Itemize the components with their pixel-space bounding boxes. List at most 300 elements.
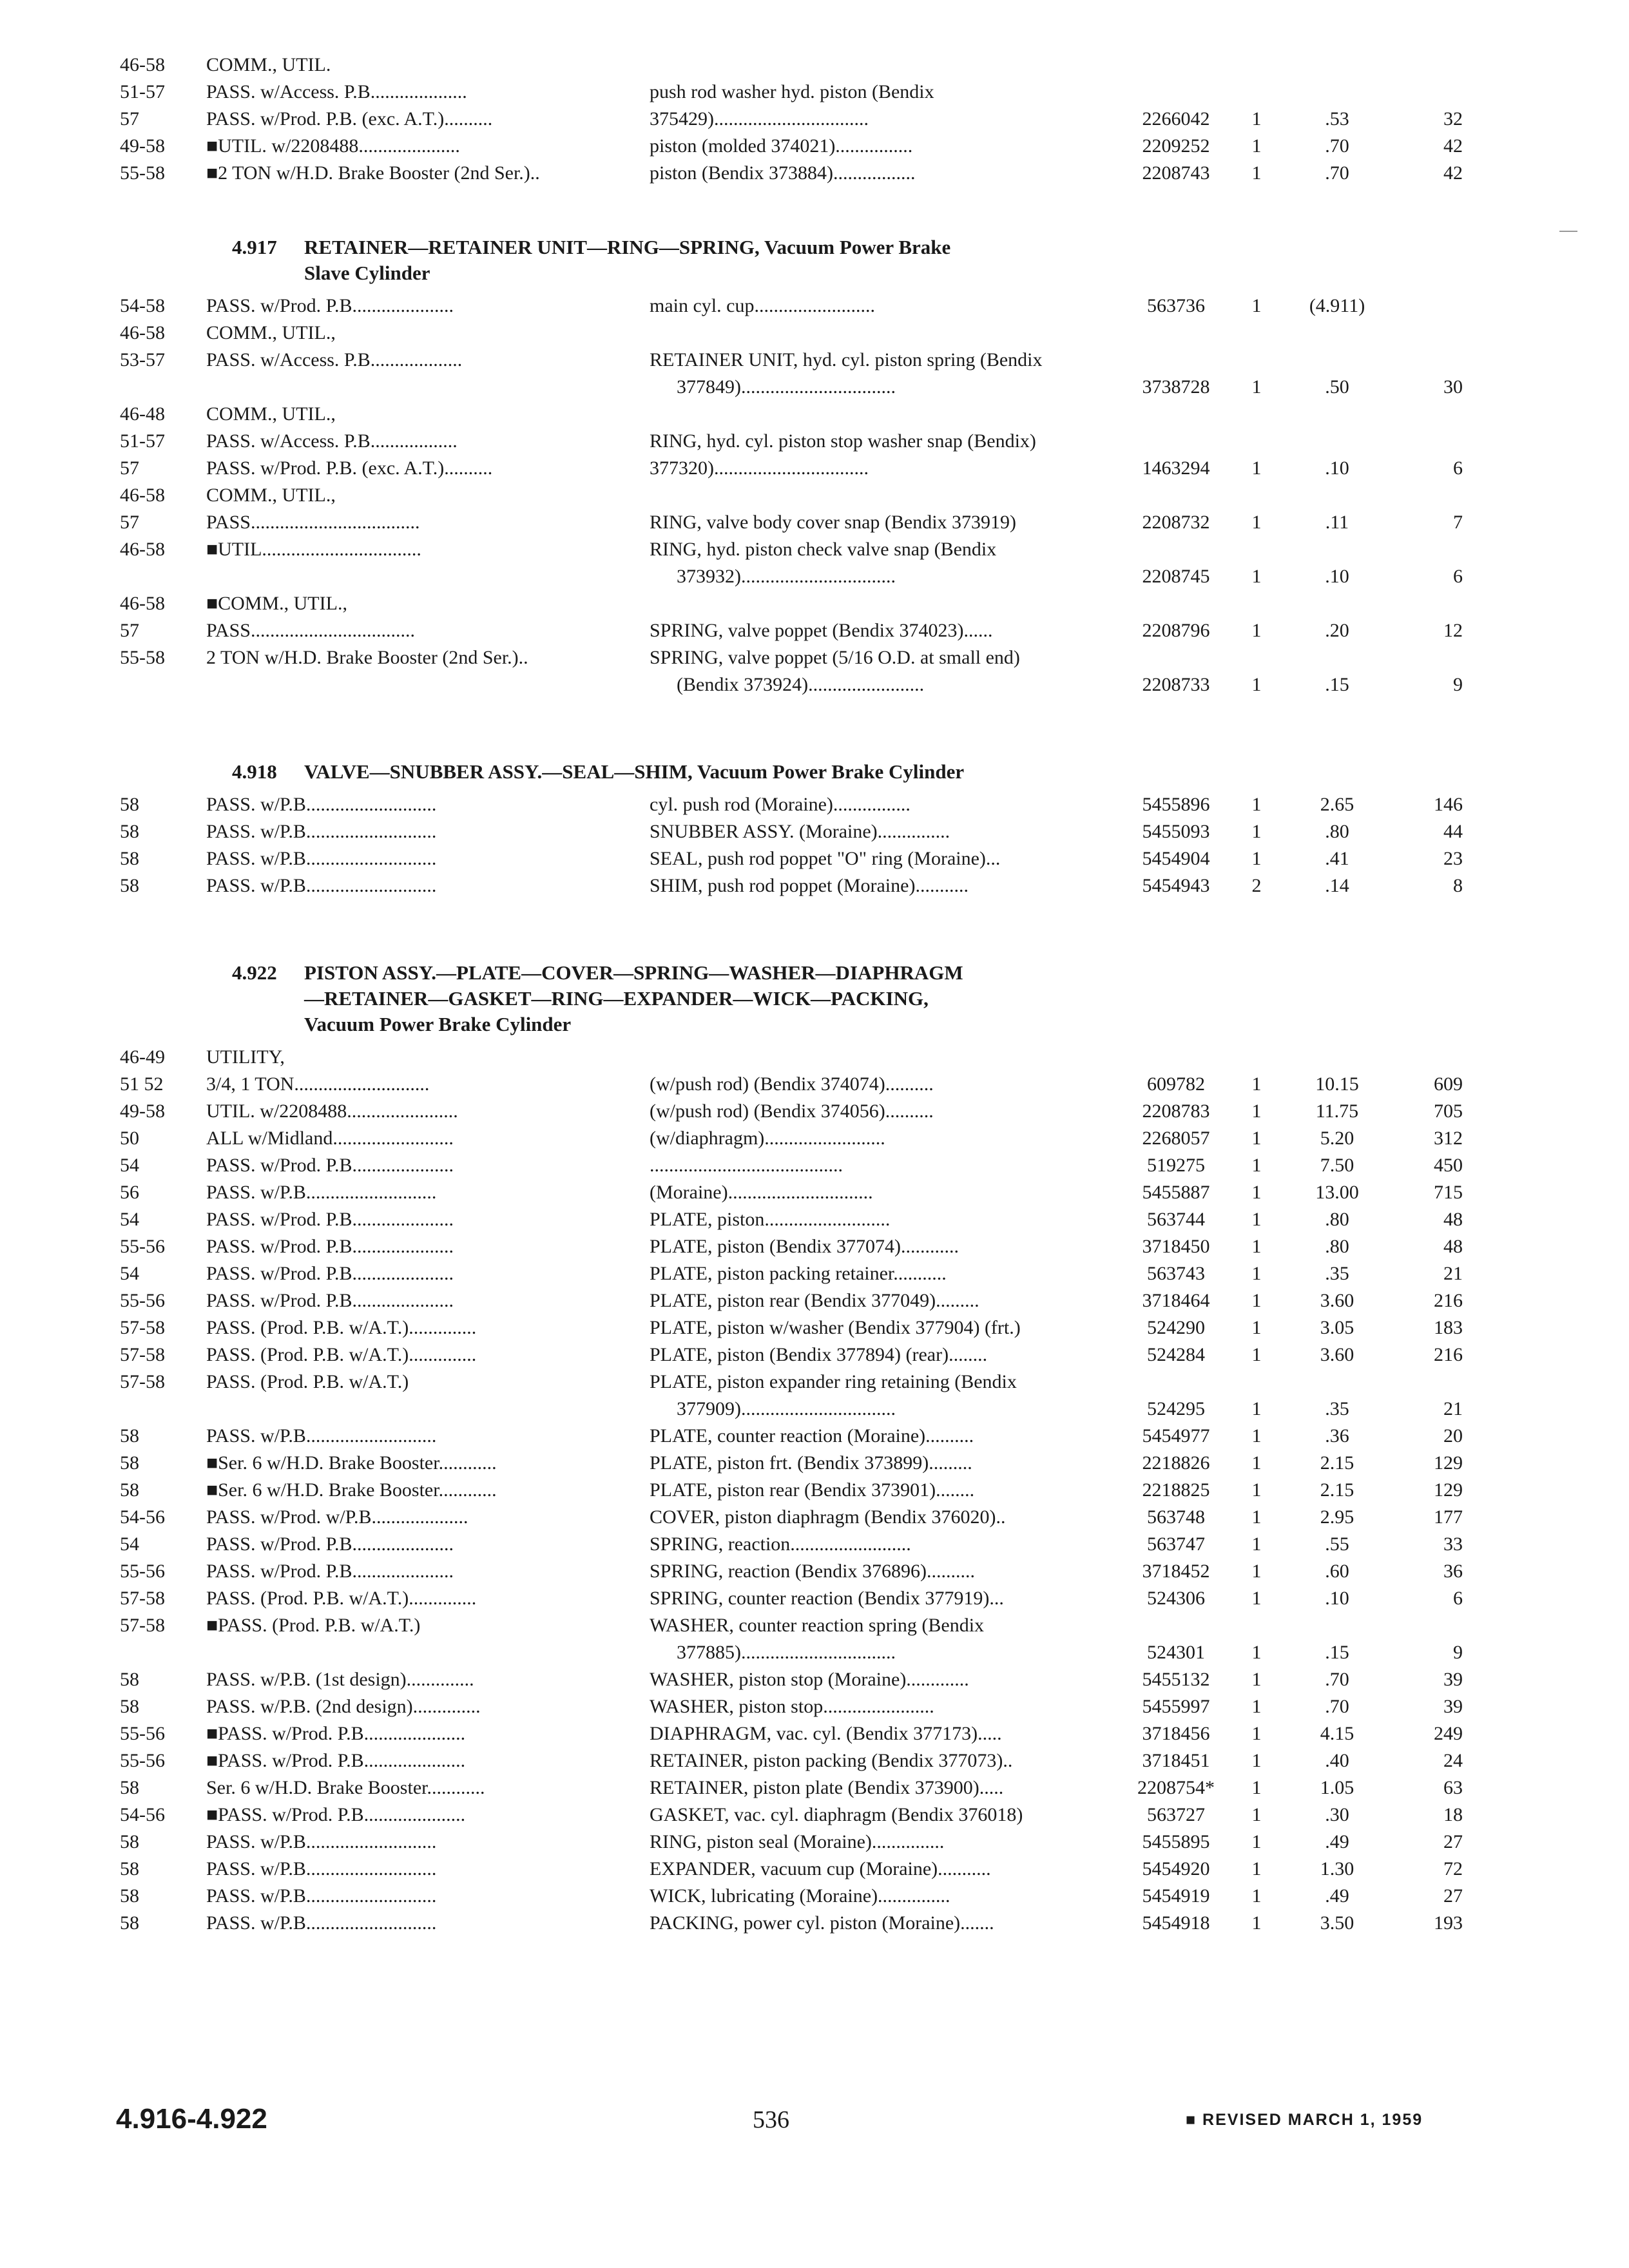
year-range: 54-58 xyxy=(120,295,165,316)
part-description xyxy=(650,872,1126,899)
table-row xyxy=(0,482,1629,509)
part-description xyxy=(650,1098,1126,1125)
quantity: 1 xyxy=(1251,1425,1262,1446)
year-range: 54 xyxy=(120,1263,139,1284)
application: COMM., UTIL., xyxy=(206,485,336,506)
application: PASS. w/Prod. P.B..................... xyxy=(206,1290,454,1311)
part-description xyxy=(650,1260,1126,1287)
year-range: 50 xyxy=(120,1128,139,1149)
section-title-line: —RETAINER—GASKET—RING—EXPANDER—WICK—PACKING, xyxy=(304,987,929,1010)
table-row xyxy=(0,1531,1629,1558)
application: PASS. w/P.B........................... xyxy=(206,848,437,869)
description-line-2: 377885)................................ xyxy=(677,1642,896,1663)
part-number: 3718464 xyxy=(1142,1290,1210,1311)
part-number: 563744 xyxy=(1147,1209,1205,1230)
application: PASS. w/P.B........................... xyxy=(206,1912,437,1934)
year-range: 58 xyxy=(120,821,139,842)
year-range: 58 xyxy=(120,1669,139,1690)
application: PASS. w/P.B........................... xyxy=(206,1182,437,1203)
description-line: RETAINER UNIT, hyd. cyl. piston spring (Bendix xyxy=(650,349,1043,370)
table-row xyxy=(0,1612,1629,1666)
table-row xyxy=(0,1233,1629,1260)
year-range: 51 52 xyxy=(120,1073,164,1095)
quantity: 1 xyxy=(1251,1804,1262,1825)
description-line: PLATE, piston rear (Bendix 377049)......... xyxy=(650,1290,979,1311)
part-description xyxy=(650,1802,1126,1829)
part-number: 2218826 xyxy=(1142,1452,1210,1474)
table-row xyxy=(0,347,1629,401)
table-row xyxy=(0,1260,1629,1287)
part-number: 524284 xyxy=(1147,1344,1205,1365)
part-number: 2266042 xyxy=(1142,108,1210,130)
part-number: 2208732 xyxy=(1142,512,1210,533)
list-price: 13.00 xyxy=(1315,1182,1359,1203)
year-range: 54 xyxy=(120,1155,139,1176)
table-row xyxy=(0,1341,1629,1369)
part-description xyxy=(650,1477,1126,1504)
list-price: .70 xyxy=(1325,1696,1349,1717)
net-price: 72 xyxy=(1443,1858,1463,1879)
application: PASS. w/Access. P.B................... xyxy=(206,349,463,370)
part-number: 3738728 xyxy=(1142,376,1210,398)
year-range: 46-58 xyxy=(120,593,165,614)
table-row xyxy=(0,1044,1629,1071)
application: UTILITY, xyxy=(206,1046,285,1068)
application: PASS. w/Prod. P.B..................... xyxy=(206,1263,454,1284)
table-row xyxy=(0,1098,1629,1125)
list-price: .20 xyxy=(1325,620,1349,641)
part-description xyxy=(650,1720,1126,1747)
list-price: .10 xyxy=(1325,457,1349,479)
net-price: 24 xyxy=(1443,1750,1463,1771)
year-range: 57-58 xyxy=(120,1317,165,1338)
list-price: .14 xyxy=(1325,875,1349,896)
quantity: 1 xyxy=(1251,1263,1262,1284)
revision-note: ■ REVISED MARCH 1, 1959 xyxy=(1186,2111,1423,2129)
section-number: 4.922 xyxy=(232,961,277,984)
net-price: 177 xyxy=(1434,1506,1463,1528)
table-row xyxy=(0,1504,1629,1531)
part-description xyxy=(650,1341,1126,1369)
part-number: 524301 xyxy=(1147,1642,1205,1663)
year-range: 55-56 xyxy=(120,1750,165,1771)
part-number: 563736 xyxy=(1147,295,1205,316)
application: PASS. w/Prod. P.B. (exc. A.T.).......... xyxy=(206,108,493,130)
list-price: 2.15 xyxy=(1320,1452,1354,1474)
year-range: 55-56 xyxy=(120,1561,165,1582)
net-price: 12 xyxy=(1443,620,1463,641)
application: PASS. w/Prod. P.B..................... xyxy=(206,1533,454,1555)
year-range: 58 xyxy=(120,1885,139,1907)
table-row xyxy=(0,1287,1629,1314)
part-description xyxy=(650,818,1126,845)
quantity: 1 xyxy=(1251,108,1262,130)
list-price: 5.20 xyxy=(1320,1128,1354,1149)
part-description xyxy=(650,1071,1126,1098)
net-price: 44 xyxy=(1443,821,1463,842)
net-price: 42 xyxy=(1443,135,1463,157)
section-number: 4.918 xyxy=(232,760,277,783)
net-price: 6 xyxy=(1453,1588,1463,1609)
year-range: 46-58 xyxy=(120,322,165,343)
quantity: 1 xyxy=(1251,620,1262,641)
part-description xyxy=(650,1179,1126,1206)
net-price: 33 xyxy=(1443,1533,1463,1555)
quantity: 1 xyxy=(1251,1317,1262,1338)
description-line: SEAL, push rod poppet "O" ring (Moraine)... xyxy=(650,848,1001,869)
year-range: 46-48 xyxy=(120,403,165,425)
part-description xyxy=(650,1666,1126,1693)
part-description xyxy=(650,1450,1126,1477)
table-row xyxy=(0,872,1629,899)
table-row xyxy=(0,1450,1629,1477)
list-price: 4.15 xyxy=(1320,1723,1354,1744)
year-range: 57 xyxy=(120,620,139,641)
quantity: 1 xyxy=(1251,1128,1262,1149)
table-row xyxy=(0,1585,1629,1612)
list-price: .15 xyxy=(1325,1642,1349,1663)
list-price: (4.911) xyxy=(1309,295,1365,316)
net-price: 32 xyxy=(1443,108,1463,130)
quantity: 1 xyxy=(1251,1561,1262,1582)
part-number: 2218825 xyxy=(1142,1479,1210,1501)
part-number: 2208796 xyxy=(1142,620,1210,641)
net-price: 63 xyxy=(1443,1777,1463,1798)
table-row xyxy=(0,791,1629,818)
net-price: 216 xyxy=(1434,1344,1463,1365)
net-price: 8 xyxy=(1453,875,1463,896)
part-description xyxy=(650,133,1126,160)
application: PASS. w/P.B. (2nd design).............. xyxy=(206,1696,481,1717)
part-number: 609782 xyxy=(1147,1073,1205,1095)
part-description xyxy=(650,1612,1126,1666)
description-line: PLATE, piston frt. (Bendix 373899)......... xyxy=(650,1452,972,1474)
description-line: ........................................ xyxy=(650,1155,843,1176)
list-price: 2.95 xyxy=(1320,1506,1354,1528)
description-line: SPRING, reaction (Bendix 376896).......... xyxy=(650,1561,975,1582)
description-line: SNUBBER ASSY. (Moraine)............... xyxy=(650,821,950,842)
list-price: .80 xyxy=(1325,821,1349,842)
description-line: (w/push rod) (Bendix 374056).......... xyxy=(650,1100,934,1122)
list-price: 7.50 xyxy=(1320,1155,1354,1176)
application: PASS. (Prod. P.B. w/A.T.) xyxy=(206,1371,409,1392)
application: ■PASS. w/Prod. P.B..................... xyxy=(206,1750,466,1771)
quantity: 1 xyxy=(1251,135,1262,157)
quantity: 1 xyxy=(1251,1506,1262,1528)
list-price: .80 xyxy=(1325,1236,1349,1257)
quantity: 1 xyxy=(1251,1209,1262,1230)
part-description xyxy=(650,1423,1126,1450)
year-range: 58 xyxy=(120,848,139,869)
list-price: .70 xyxy=(1325,135,1349,157)
table-row xyxy=(0,1558,1629,1585)
part-description xyxy=(650,1693,1126,1720)
part-description xyxy=(650,1856,1126,1883)
description-line: 375429)................................ xyxy=(650,108,869,130)
quantity: 1 xyxy=(1251,1885,1262,1907)
part-number: 524306 xyxy=(1147,1588,1205,1609)
part-number: 3718452 xyxy=(1142,1561,1210,1582)
year-range: 57-58 xyxy=(120,1615,165,1636)
quantity: 1 xyxy=(1251,1073,1262,1095)
description-line: piston (molded 374021)................ xyxy=(650,135,913,157)
year-range: 58 xyxy=(120,1696,139,1717)
section-title-line: Vacuum Power Brake Cylinder xyxy=(304,1013,572,1035)
part-description xyxy=(650,79,1126,106)
section-title-line: PISTON ASSY.—PLATE—COVER—SPRING—WASHER—DIAPHRAGM xyxy=(304,961,963,984)
part-number: 524295 xyxy=(1147,1398,1205,1419)
part-description xyxy=(650,1774,1126,1802)
application: PASS. w/Prod. P.B..................... xyxy=(206,295,454,316)
year-range: 58 xyxy=(120,1479,139,1501)
year-range: 53-57 xyxy=(120,349,165,370)
application: PASS................................... xyxy=(206,512,420,533)
part-number: 563747 xyxy=(1147,1533,1205,1555)
description-line-2: 377849)................................ xyxy=(677,376,896,398)
list-price: .30 xyxy=(1325,1804,1349,1825)
margin-mark xyxy=(1559,231,1577,232)
quantity: 1 xyxy=(1251,1100,1262,1122)
part-number: 524290 xyxy=(1147,1317,1205,1338)
quantity: 1 xyxy=(1251,1452,1262,1474)
application: ■Ser. 6 w/H.D. Brake Booster............ xyxy=(206,1452,497,1474)
part-description xyxy=(650,1883,1126,1910)
quantity: 1 xyxy=(1251,1669,1262,1690)
net-price: 715 xyxy=(1434,1182,1463,1203)
list-price: .55 xyxy=(1325,1533,1349,1555)
quantity: 1 xyxy=(1251,566,1262,587)
net-price: 18 xyxy=(1443,1804,1463,1825)
part-number: 2208745 xyxy=(1142,566,1210,587)
application: PASS. w/P.B........................... xyxy=(206,1885,437,1907)
part-description xyxy=(650,106,1126,133)
application: PASS. (Prod. P.B. w/A.T.).............. xyxy=(206,1317,477,1338)
quantity: 1 xyxy=(1251,1831,1262,1852)
net-price: 193 xyxy=(1434,1912,1463,1934)
table-row xyxy=(0,509,1629,536)
application: ■UTIL................................. xyxy=(206,539,421,560)
description-line: EXPANDER, vacuum cup (Moraine)........... xyxy=(650,1858,991,1879)
list-price: .36 xyxy=(1325,1425,1349,1446)
quantity: 1 xyxy=(1251,295,1262,316)
year-range: 58 xyxy=(120,1912,139,1934)
part-description xyxy=(650,617,1126,644)
net-price: 129 xyxy=(1434,1452,1463,1474)
page-number: 536 xyxy=(753,2106,789,2133)
description-line: RETAINER, piston plate (Bendix 373900)..... xyxy=(650,1777,1004,1798)
part-number: 2208783 xyxy=(1142,1100,1210,1122)
net-price: 146 xyxy=(1434,794,1463,815)
part-description xyxy=(650,1910,1126,1937)
year-range: 46-58 xyxy=(120,54,165,75)
application: PASS.................................. xyxy=(206,620,415,641)
application: 3/4, 1 TON............................ xyxy=(206,1073,430,1095)
year-range: 58 xyxy=(120,1425,139,1446)
description-line: WICK, lubricating (Moraine)............... xyxy=(650,1885,950,1907)
application: PASS. w/Access. P.B.................. xyxy=(206,430,458,452)
quantity: 1 xyxy=(1251,1777,1262,1798)
table-row xyxy=(0,52,1629,79)
list-price: .70 xyxy=(1325,162,1349,184)
application: PASS. (Prod. P.B. w/A.T.).............. xyxy=(206,1588,477,1609)
description-line: SPRING, reaction......................... xyxy=(650,1533,911,1555)
list-price: 11.75 xyxy=(1315,1100,1359,1122)
table-row xyxy=(0,1720,1629,1747)
part-description xyxy=(650,845,1126,872)
part-description xyxy=(650,293,1126,320)
part-description xyxy=(650,428,1126,455)
list-price: .41 xyxy=(1325,848,1349,869)
net-price: 9 xyxy=(1453,674,1463,695)
part-number: 2268057 xyxy=(1142,1128,1210,1149)
quantity: 1 xyxy=(1251,1344,1262,1365)
section-title-line: Slave Cylinder xyxy=(304,262,430,284)
part-description xyxy=(650,1287,1126,1314)
table-row xyxy=(0,644,1629,698)
part-number: 3718456 xyxy=(1142,1723,1210,1744)
part-number: 5455997 xyxy=(1142,1696,1210,1717)
description-line: SPRING, valve poppet (5/16 O.D. at small end) xyxy=(650,647,1020,668)
application: Ser. 6 w/H.D. Brake Booster............ xyxy=(206,1777,485,1798)
year-range: 56 xyxy=(120,1182,139,1203)
description-line: PLATE, piston w/washer (Bendix 377904) (frt.) xyxy=(650,1317,1021,1338)
net-price: 48 xyxy=(1443,1236,1463,1257)
net-price: 27 xyxy=(1443,1885,1463,1907)
table-row xyxy=(0,1829,1629,1856)
description-line: (w/diaphragm)......................... xyxy=(650,1128,885,1149)
year-range: 49-58 xyxy=(120,135,165,157)
part-number: 5454919 xyxy=(1142,1885,1210,1907)
application: 2 TON w/H.D. Brake Booster (2nd Ser.).. xyxy=(206,647,528,668)
application: COMM., UTIL., xyxy=(206,322,336,343)
part-number: 3718450 xyxy=(1142,1236,1210,1257)
list-price: .35 xyxy=(1325,1263,1349,1284)
description-line: piston (Bendix 373884)................. xyxy=(650,162,916,184)
table-row xyxy=(0,617,1629,644)
description-line: PLATE, counter reaction (Moraine).......... xyxy=(650,1425,974,1446)
net-price: 21 xyxy=(1443,1263,1463,1284)
description-line: WASHER, piston stop....................... xyxy=(650,1696,934,1717)
description-line: PLATE, piston expander ring retaining (Bendix xyxy=(650,1371,1017,1392)
list-price: .35 xyxy=(1325,1398,1349,1419)
description-line: 377320)................................ xyxy=(650,457,869,479)
year-range: 51-57 xyxy=(120,81,165,102)
net-price: 249 xyxy=(1434,1723,1463,1744)
part-number: 2208733 xyxy=(1142,674,1210,695)
net-price: 7 xyxy=(1453,512,1463,533)
application: PASS. w/P.B. (1st design).............. xyxy=(206,1669,474,1690)
description-line: (Moraine).............................. xyxy=(650,1182,873,1203)
quantity: 1 xyxy=(1251,1182,1262,1203)
application: ■PASS. w/Prod. P.B..................... xyxy=(206,1723,466,1744)
part-number: 5454904 xyxy=(1142,848,1210,869)
application: PASS. w/Access. P.B.................... xyxy=(206,81,467,102)
net-price: 23 xyxy=(1443,848,1463,869)
description-line: RING, hyd. cyl. piston stop washer snap (Bendix) xyxy=(650,430,1036,452)
description-line: SPRING, valve poppet (Bendix 374023)...... xyxy=(650,620,993,641)
description-line: RETAINER, piston packing (Bendix 377073).. xyxy=(650,1750,1013,1771)
net-price: 609 xyxy=(1434,1073,1463,1095)
net-price: 48 xyxy=(1443,1209,1463,1230)
quantity: 2 xyxy=(1251,875,1262,896)
table-row xyxy=(0,1477,1629,1504)
description-line-2: 377909)................................ xyxy=(677,1398,896,1419)
year-range: 54-56 xyxy=(120,1506,165,1528)
application: PASS. (Prod. P.B. w/A.T.).............. xyxy=(206,1344,477,1365)
year-range: 55-58 xyxy=(120,162,165,184)
year-range: 57 xyxy=(120,512,139,533)
quantity: 1 xyxy=(1251,1479,1262,1501)
table-row xyxy=(0,1747,1629,1774)
application: PASS. w/Prod. P.B. (exc. A.T.).......... xyxy=(206,457,493,479)
quantity: 1 xyxy=(1251,376,1262,398)
description-line: PLATE, piston (Bendix 377074)............ xyxy=(650,1236,959,1257)
list-price: 3.60 xyxy=(1320,1344,1354,1365)
table-row xyxy=(0,1423,1629,1450)
description-line: main cyl. cup......................... xyxy=(650,295,875,316)
list-price: 10.15 xyxy=(1315,1073,1359,1095)
quantity: 1 xyxy=(1251,1290,1262,1311)
table-row xyxy=(0,1152,1629,1179)
table-row xyxy=(0,1125,1629,1152)
part-description xyxy=(650,1585,1126,1612)
list-price: .40 xyxy=(1325,1750,1349,1771)
year-range: 57 xyxy=(120,108,139,130)
net-price: 183 xyxy=(1434,1317,1463,1338)
description-line: RING, piston seal (Moraine)............... xyxy=(650,1831,945,1852)
description-line: SPRING, counter reaction (Bendix 377919)... xyxy=(650,1588,1004,1609)
year-range: 51-57 xyxy=(120,430,165,452)
part-description xyxy=(650,347,1126,401)
description-line: WASHER, piston stop (Moraine)............. xyxy=(650,1669,969,1690)
description-line: RING, valve body cover snap (Bendix 373919) xyxy=(650,512,1017,533)
year-range: 58 xyxy=(120,875,139,896)
quantity: 1 xyxy=(1251,1588,1262,1609)
application: PASS. w/Prod. P.B..................... xyxy=(206,1155,454,1176)
year-range: 57-58 xyxy=(120,1371,165,1392)
section-title xyxy=(304,960,963,1037)
quantity: 1 xyxy=(1251,1723,1262,1744)
description-line: cyl. push rod (Moraine)................ xyxy=(650,794,911,815)
part-description xyxy=(650,1152,1126,1179)
page-range: 4.916-4.922 xyxy=(116,2103,267,2135)
net-price: 39 xyxy=(1443,1696,1463,1717)
quantity: 1 xyxy=(1251,674,1262,695)
list-price: .49 xyxy=(1325,1885,1349,1907)
application: PASS. w/P.B........................... xyxy=(206,1831,437,1852)
part-number: 563727 xyxy=(1147,1804,1205,1825)
quantity: 1 xyxy=(1251,794,1262,815)
year-range: 49-58 xyxy=(120,1100,165,1122)
table-row xyxy=(0,1693,1629,1720)
table-row xyxy=(0,1314,1629,1341)
year-range: 58 xyxy=(120,1831,139,1852)
quantity: 1 xyxy=(1251,1858,1262,1879)
quantity: 1 xyxy=(1251,1155,1262,1176)
list-price: .10 xyxy=(1325,566,1349,587)
year-range: 55-58 xyxy=(120,647,165,668)
application: PASS. w/P.B........................... xyxy=(206,1425,437,1446)
application: ALL w/Midland......................... xyxy=(206,1128,454,1149)
application: PASS. w/P.B........................... xyxy=(206,875,437,896)
year-range: 58 xyxy=(120,1452,139,1474)
quantity: 1 xyxy=(1251,821,1262,842)
part-number: 5455887 xyxy=(1142,1182,1210,1203)
quantity: 1 xyxy=(1251,1398,1262,1419)
application: COMM., UTIL. xyxy=(206,54,331,75)
year-range: 58 xyxy=(120,1777,139,1798)
application: PASS. w/P.B........................... xyxy=(206,1858,437,1879)
